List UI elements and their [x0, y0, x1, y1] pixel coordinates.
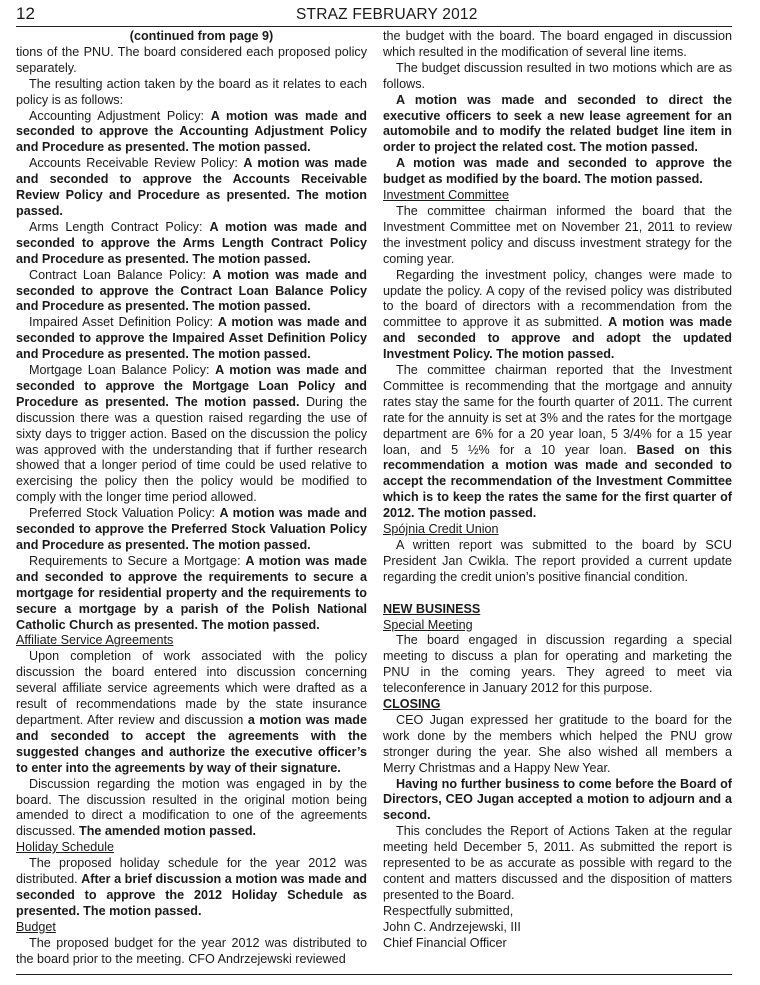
footer-rule [16, 974, 732, 975]
paragraph: The proposed budget for the year 2012 was distributed to the board prior to the meeting. CFO Andrzejewski reviewed [16, 935, 367, 966]
paragraph: CEO Jugan expressed her gratitude to the board for the work done by the members which helped the PNU grow stronger during the year. She also wished all members a Merry Christmas and a Happy New Year. [383, 712, 732, 775]
paragraph [16, 220, 367, 268]
motion-text: a motion was made and seconded to accept the agreements with the suggested changes and authorize the executive officer’s to enter into the agreements by way of their signature. [16, 712, 367, 775]
policy-name: Preferred Stock Valuation Policy: [29, 506, 220, 521]
discussion-text: Discussion regarding the motion was engaged in by the board. The discussion resulted in the original motion being amended to direct a modification to one of the agreements discussed. [16, 776, 367, 839]
policy-name: Arms Length Contract Policy: [29, 219, 210, 234]
policy-name: Impaired Asset Definition Policy: [29, 315, 218, 330]
paragraph: the budget with the board. The board engaged in discussion which resulted in the modification of several line items. [383, 29, 732, 59]
paragraph [16, 649, 367, 776]
policy-name: Contract Loan Balance Policy: [29, 267, 213, 282]
policy-name: Accounts Receivable Review Policy: [29, 156, 244, 171]
page-header [16, 4, 732, 27]
paragraph: This concludes the Report of Actions Taken at the regular meeting held December 5, 2011. As submitted the report is represented to be as accurate as possible with regard to the content and matters discussed and the disposition of matters presented to the Board. [383, 824, 732, 902]
running-title: STRAZ FEBRUARY 2012 [296, 6, 478, 23]
paragraph [383, 363, 732, 522]
paragraph [16, 554, 367, 634]
policy-name: Mortgage Loan Balance Policy: [29, 363, 216, 378]
discussion-text: During the discussion there was a question raised regarding the use of sixty days to trigger action. Based on the discussion the policy was approved with the understanding that if further research showed that a longer period of time could be used relative to exercising the policy then the policy would be modified to comply with the longer time period allowed. [16, 394, 368, 505]
motion-text: A motion was made and seconded to approve the Contract Loan Balance Policy and Procedure as presented. The motion passed. [16, 267, 367, 314]
motion-text: A motion was made and seconded to approve the Mortgage Loan Policy and Procedure as presented. The motion passed. [16, 363, 367, 409]
signature-name: John C. Andrzejewski, III [383, 919, 521, 934]
paragraph [16, 777, 367, 841]
paragraph [16, 856, 367, 920]
paragraph: tions of the PNU. The board considered each proposed policy separately. [16, 44, 367, 75]
section-heading-budget: Budget [16, 919, 56, 934]
section-heading-holiday: Holiday Schedule [16, 840, 115, 855]
section-heading-new-business: NEW BUSINESS [383, 601, 481, 616]
motion-text: A motion was made and seconded to approve the Accounts Receivable Review Policy and Procedure as presented. The motion passed. [16, 156, 367, 218]
continued-note: (continued from page 9) [129, 29, 274, 43]
policy-name: Accounting Adjustment Policy: [29, 108, 211, 123]
paragraph: A written report was submitted to the board by SCU President Jan Cwikla. The report provided a current update regarding the credit union’s positive financial condition. [383, 538, 732, 584]
paragraph [16, 268, 367, 316]
paragraph [383, 268, 732, 363]
discussion-text: Upon completion of work associated with the policy discussion the board entered into discussion concerning several affiliate service agreements which were drafted as a result of recommendations made by the state insurance department. After review and discussion [16, 649, 367, 727]
signature-title: Chief Financial Officer [383, 935, 507, 950]
motion-text: A motion was made and seconded to approve the requirements to secure a mortgage for residential property and the requirements to secure a mortgage by a parish of the Polish National Catholic Church as presented. The motion passed. [16, 553, 367, 632]
paragraph: The budget discussion resulted in two motions which are as follows. [383, 60, 732, 91]
motion-text: A motion was made and seconded to approve the budget as modified by the board. The motion passed. [383, 156, 732, 187]
motion-text: A motion was made and seconded to direct the executive officers to seek a new lease agreement for an automobile and to modify the related budget line item in order to project the related cost. The motion passed. [383, 92, 732, 155]
paragraph: The board engaged in discussion regarding a special meeting to discuss a plan for operating and marketing the PNU in the coming years. They agreed to meet via teleconference in January 2012 for this purpose. [383, 633, 732, 696]
motion-text: A motion was made and seconded to approve the Preferred Stock Valuation Policy and Procedure as presented. The motion passed. [16, 506, 367, 552]
policy-name: Requirements to Secure a Mortgage: [29, 553, 246, 568]
section-heading-special-meeting: Special Meeting [383, 617, 473, 632]
paragraph [16, 506, 367, 554]
section-heading-affiliate: Affiliate Service Agreements [16, 633, 174, 648]
section-heading-closing: CLOSING [383, 697, 441, 712]
paragraph [16, 363, 367, 506]
motion-text: A motion was made and seconded to approve the Impaired Asset Definition Policy and Procedure as presented. The motion passed. [16, 315, 368, 362]
discussion-text: Regarding the investment policy, changes were made to update the policy. A copy of the revised policy was distributed to the board of directors with a recommendation from the committee to approve it as submitted. [383, 267, 732, 330]
paragraph: The resulting action taken by the board as it relates to each policy is as follows: [16, 76, 367, 107]
motion-text: The amended motion passed. [79, 824, 257, 839]
paragraph: The committee chairman informed the board that the Investment Committee met on November 21, 2011 to review the investment policy and discuss investment strategy for the coming year. [383, 203, 732, 266]
discussion-text: The proposed holiday schedule for the year 2012 was distributed. [16, 856, 367, 887]
motion-text: A motion was made and seconded to approve and adopt the updated Investment Policy. The motion passed. [383, 315, 732, 362]
paragraph [16, 109, 367, 157]
section-heading-spojnia: Spójnia Credit Union [383, 522, 499, 537]
discussion-text: The committee chairman reported that the Investment Committee is recommending that the mortgage and annuity rates stay the same for the fourth quarter of 2011. The current rate for the annuity is set at 3% and the rates for the mortgage department are 6% for a 20 year loan, 5 3/4% for a 15 year loan, and 5 ½% for a 10 year loan. [383, 363, 732, 457]
motion-text: A motion was made and seconded to approve the Arms Length Contract Policy and Procedure as presented. The motion passed. [16, 219, 367, 266]
section-heading-investment: Investment Committee [383, 188, 509, 203]
motion-text: A motion was made and seconded to approve the Accounting Adjustment Policy and Procedure as presented. The motion passed. [16, 108, 367, 155]
paragraph [16, 315, 367, 363]
signature-closing: Respectfully submitted, [383, 903, 514, 918]
page-number: 12 [16, 4, 35, 23]
motion-text: After a brief discussion a motion was made and seconded to approve the 2012 Holiday Schedule as presented. The motion passed. [16, 872, 367, 918]
paragraph [16, 156, 367, 220]
right-column [383, 29, 732, 952]
motion-text: Having no further business to come before the Board of Directors, CEO Jugan accepted a motion to adjourn and a second. [383, 776, 732, 823]
motion-text: Based on this recommendation a motion was made and seconded to accept the recommendation of the Investment Committee which is to keep the rates the same for the first quarter of 2012. The motion passed. [383, 442, 732, 521]
left-column [16, 29, 367, 967]
